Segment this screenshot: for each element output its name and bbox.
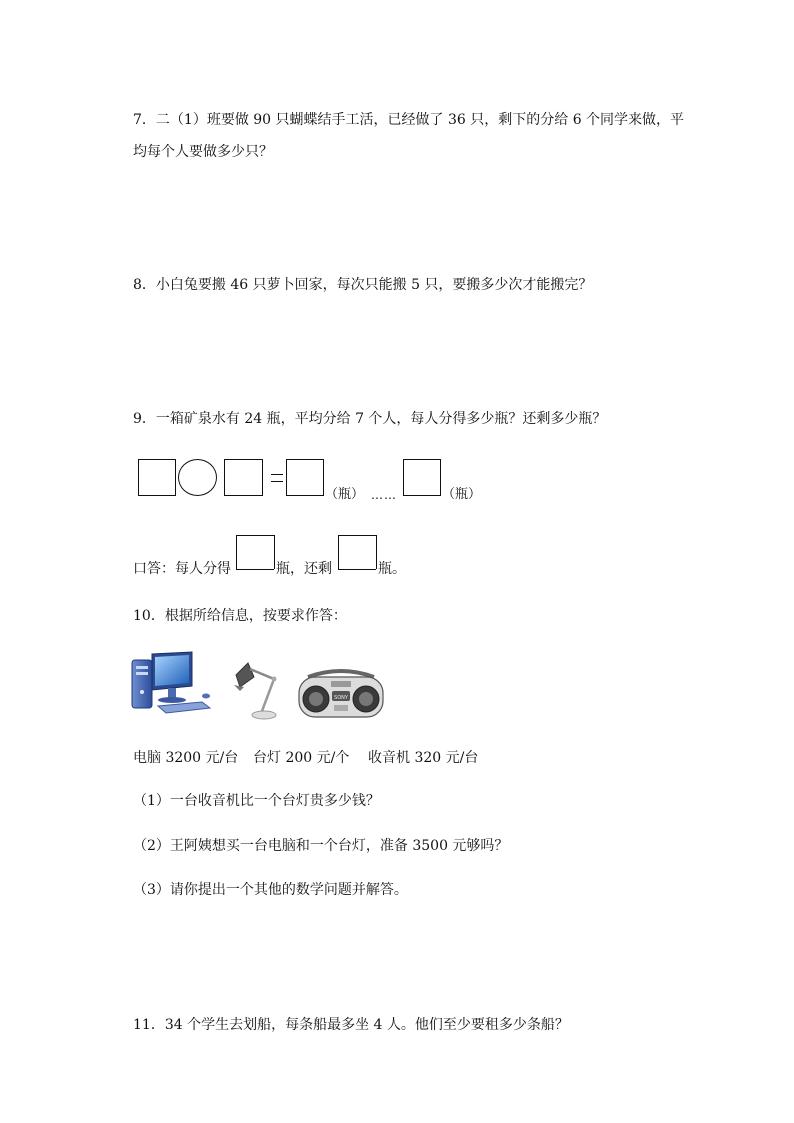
radio-image: [296, 665, 386, 721]
computer-image: [130, 650, 212, 716]
operator-circle[interactable]: [178, 459, 217, 496]
question-7-line-2: 均每个人要做多少只？: [133, 144, 273, 160]
remainder-dots: ……: [371, 488, 397, 502]
question-10-sub-1: （1）一台收音机比一个台灯贵多少钱？: [133, 793, 380, 809]
quotient-box[interactable]: [286, 459, 324, 496]
price-lamp: 台灯 200 元/个: [253, 750, 350, 766]
oral-answer-mid: 瓶，还剩: [276, 561, 332, 577]
price-radio: 收音机 320 元/台: [368, 750, 479, 766]
answer-box-remaining[interactable]: [338, 535, 377, 569]
equals-sign: [271, 474, 283, 482]
question-11-text: 11．34 个学生去划船，每条船最多坐 4 人。他们至少要租多少条船？: [133, 1017, 569, 1033]
radio-brand-logo: SONY: [334, 695, 348, 701]
question-10-sub-3: （3）请你提出一个其他的数学问题并解答。: [133, 882, 408, 898]
question-10-sub-2: （2）王阿姨想买一台电脑和一个台灯，准备 3500 元够吗？: [133, 838, 509, 854]
answer-underline-1: [236, 569, 274, 570]
question-8-text: 8．小白兔要搬 46 只萝卜回家，每次只能搬 5 只，要搬多少次才能搬完？: [133, 277, 593, 293]
desk-lamp-image: [230, 657, 286, 721]
operand-box-1[interactable]: [138, 459, 176, 496]
question-10-text: 10．根据所给信息，按要求作答：: [133, 608, 347, 624]
answer-box-per-person[interactable]: [236, 535, 275, 569]
quotient-unit-label: （瓶）: [325, 487, 365, 502]
oral-answer-suffix: 瓶。: [378, 561, 406, 577]
question-7-line-1: 7．二（1）班要做 90 只蝴蝶结手工活，已经做了 36 只，剩下的分给 6 个同学来做，平: [133, 112, 685, 128]
price-computer: 电脑 3200 元/台: [133, 750, 239, 766]
oral-answer-prefix: 口答：每人分得: [133, 561, 231, 577]
remainder-box[interactable]: [403, 459, 441, 496]
operand-box-2[interactable]: [224, 459, 263, 496]
remainder-unit-label: （瓶）: [442, 487, 482, 502]
question-9-text: 9．一箱矿泉水有 24 瓶，平均分给 7 个人，每人分得多少瓶？还剩多少瓶？: [133, 411, 607, 427]
answer-underline-2: [338, 569, 376, 570]
